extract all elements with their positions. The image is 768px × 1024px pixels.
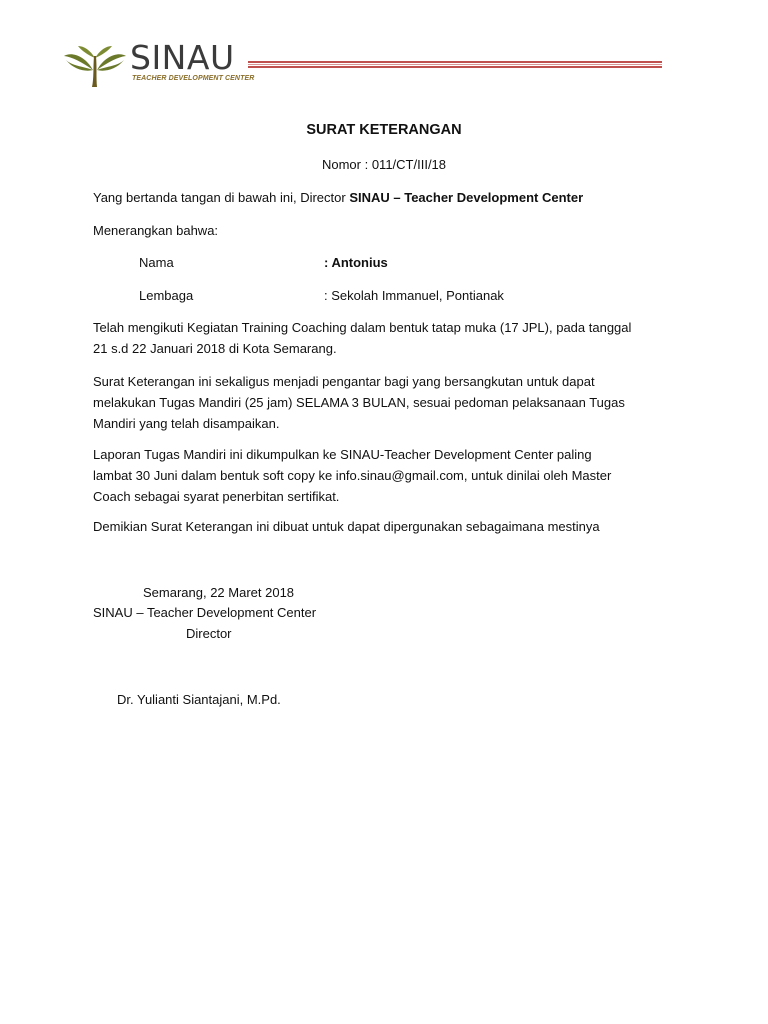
logo-wordmark: SINAU xyxy=(130,38,235,77)
field-label-name: Nama xyxy=(139,255,174,270)
signatory-name: Dr. Yulianti Siantajani, M.Pd. xyxy=(117,692,281,707)
intro-text: Yang bertanda tangan di bawah ini, Director xyxy=(93,190,350,205)
paragraph-line: lambat 30 Juni dalam bentuk soft copy ke info.sinau@gmail.com, untuk dinilai oleh Master xyxy=(93,468,612,483)
paragraph-line: Mandiri yang telah disampaikan. xyxy=(93,416,280,431)
closing-statement: Demikian Surat Keterangan ini dibuat untuk dapat dipergunakan sebagaimana mestinya xyxy=(93,519,600,534)
paragraph-line: Coach sebagai syarat penerbitan sertifikat. xyxy=(93,489,340,504)
declares-line: Menerangkan bahwa: xyxy=(93,223,219,238)
document-number: Nomor : 011/CT/III/18 xyxy=(321,157,447,172)
sinau-logo xyxy=(62,38,255,90)
paragraph-assignment xyxy=(93,371,683,434)
paragraph-report xyxy=(93,444,683,507)
field-value-name: : Antonius xyxy=(324,255,388,270)
paragraph-line: 21 s.d 22 Januari 2018 di Kota Semarang. xyxy=(93,341,337,356)
paragraph-line: melakukan Tugas Mandiri (25 jam) SELAMA 3 BULAN, sesuai pedoman pelaksanaan Tugas xyxy=(93,395,625,410)
logo-subtitle: TEACHER DEVELOPMENT CENTER xyxy=(132,75,255,82)
paragraph-line: Laporan Tugas Mandiri ini dikumpulkan ke SINAU-Teacher Development Center paling xyxy=(93,447,592,462)
paragraph-line: Telah mengikuti Kegiatan Training Coaching dalam bentuk tatap muka (17 JPL), pada tanggal xyxy=(93,320,632,335)
signature-position: Director xyxy=(186,626,232,641)
field-label-institution: Lembaga xyxy=(139,288,194,303)
header-divider xyxy=(248,61,662,68)
signature-organization: SINAU – Teacher Development Center xyxy=(93,605,317,620)
paragraph-line: Surat Keterangan ini sekaligus menjadi pengantar bagi yang bersangkutan untuk dapat xyxy=(93,374,595,389)
intro-line xyxy=(93,188,583,208)
document-title: SURAT KETERANGAN xyxy=(306,122,462,138)
field-value-institution: : Sekolah Immanuel, Pontianak xyxy=(324,288,504,303)
paragraph-training xyxy=(93,317,683,359)
intro-organization: SINAU – Teacher Development Center xyxy=(349,190,584,205)
sprout-logo-icon xyxy=(62,40,128,88)
signature-place-date: Semarang, 22 Maret 2018 xyxy=(143,585,295,600)
